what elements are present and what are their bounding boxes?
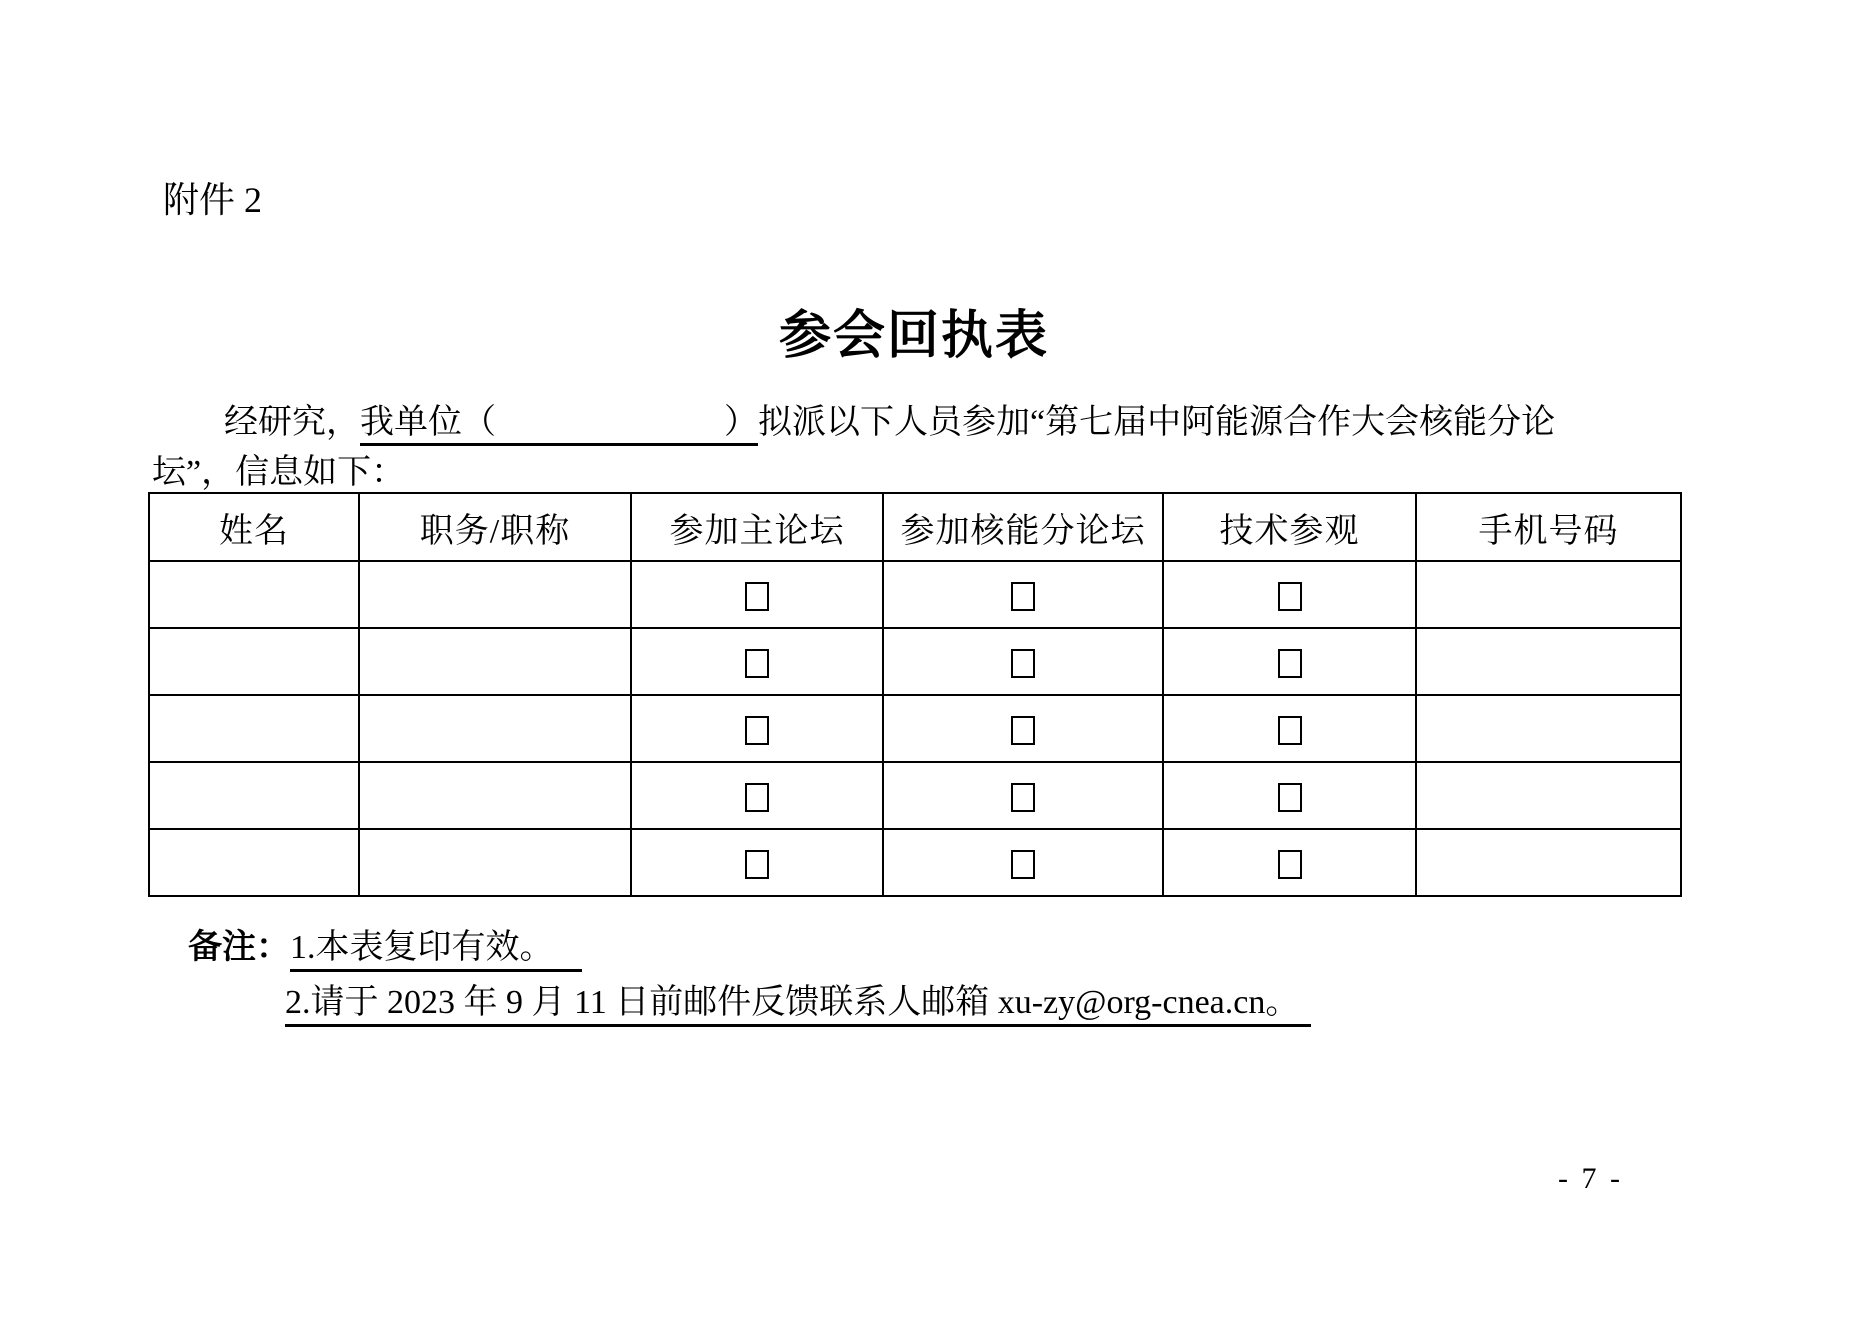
table-header-row — [149, 493, 1681, 561]
intro-line-1 — [152, 398, 1672, 448]
cell-phone — [1416, 561, 1681, 628]
unit-name-blank-field[interactable] — [360, 404, 758, 446]
table-row — [149, 762, 1681, 829]
note-line-2 — [188, 983, 1311, 1023]
cell-tech-visit — [1163, 695, 1416, 762]
intro-line-2 — [152, 448, 1672, 498]
cell-name — [149, 628, 359, 695]
page-number: - 7 - — [1558, 1162, 1623, 1195]
cell-nuclear-subforum — [883, 762, 1163, 829]
cell-nuclear-subforum — [883, 829, 1163, 896]
notes-label: 备注： — [188, 929, 290, 966]
note-item-2: 2.请于 2023 年 9 月 11 日前邮件反馈联系人邮箱 xu-zy@org-cnea.cn。 — [285, 984, 1311, 1027]
cell-name — [149, 762, 359, 829]
note-line-1 — [188, 928, 1311, 968]
cell-name — [149, 829, 359, 896]
attachment-label: 附件 2 — [163, 180, 263, 220]
cell-main-forum — [631, 561, 883, 628]
checkbox-icon[interactable] — [1278, 649, 1302, 678]
intro-line-2-text: 坛”，信息如下： — [152, 454, 406, 491]
cell-position-title — [359, 695, 631, 762]
note-item-1: 1.本表复印有效。 — [290, 929, 582, 972]
col-header-phone: 手机号码 — [1416, 493, 1681, 561]
unit-blank-suffix: ） — [724, 404, 758, 441]
unit-blank-gap — [496, 432, 724, 433]
cell-phone — [1416, 628, 1681, 695]
checkbox-icon[interactable] — [1278, 850, 1302, 879]
cell-main-forum — [631, 695, 883, 762]
col-header-tech-visit: 技术参观 — [1163, 493, 1416, 561]
checkbox-icon[interactable] — [1011, 649, 1035, 678]
checkbox-icon[interactable] — [745, 716, 769, 745]
table-row — [149, 561, 1681, 628]
cell-name — [149, 561, 359, 628]
checkbox-icon[interactable] — [1278, 783, 1302, 812]
checkbox-icon[interactable] — [745, 582, 769, 611]
intro-paragraph — [152, 398, 1672, 498]
checkbox-icon[interactable] — [1011, 582, 1035, 611]
table-row — [149, 695, 1681, 762]
cell-tech-visit — [1163, 628, 1416, 695]
checkbox-icon[interactable] — [745, 649, 769, 678]
unit-blank-prefix: 我单位（ — [360, 404, 496, 441]
table-row — [149, 829, 1681, 896]
table-row — [149, 628, 1681, 695]
notes-section — [188, 928, 1311, 1023]
reply-form-table — [148, 492, 1682, 897]
col-header-main-forum: 参加主论坛 — [631, 493, 883, 561]
cell-nuclear-subforum — [883, 695, 1163, 762]
cell-position-title — [359, 561, 631, 628]
cell-tech-visit — [1163, 762, 1416, 829]
cell-phone — [1416, 695, 1681, 762]
checkbox-icon[interactable] — [1278, 582, 1302, 611]
checkbox-icon[interactable] — [1011, 783, 1035, 812]
cell-main-forum — [631, 829, 883, 896]
col-header-name: 姓名 — [149, 493, 359, 561]
checkbox-icon[interactable] — [745, 783, 769, 812]
cell-main-forum — [631, 762, 883, 829]
cell-position-title — [359, 628, 631, 695]
cell-position-title — [359, 762, 631, 829]
cell-nuclear-subforum — [883, 628, 1163, 695]
cell-position-title — [359, 829, 631, 896]
intro-after-text: 拟派以下人员参加“第七届中阿能源合作大会核能分论 — [758, 404, 1556, 441]
cell-main-forum — [631, 628, 883, 695]
cell-nuclear-subforum — [883, 561, 1163, 628]
col-header-position-title: 职务/职称 — [359, 493, 631, 561]
col-header-nuclear-subforum: 参加核能分论坛 — [883, 493, 1163, 561]
intro-lead-text: 经研究， — [224, 404, 360, 441]
checkbox-icon[interactable] — [1011, 716, 1035, 745]
cell-phone — [1416, 762, 1681, 829]
page-title: 参会回执表 — [778, 308, 1049, 365]
cell-tech-visit — [1163, 561, 1416, 628]
cell-name — [149, 695, 359, 762]
checkbox-icon[interactable] — [1278, 716, 1302, 745]
cell-tech-visit — [1163, 829, 1416, 896]
checkbox-icon[interactable] — [745, 850, 769, 879]
cell-phone — [1416, 829, 1681, 896]
checkbox-icon[interactable] — [1011, 850, 1035, 879]
